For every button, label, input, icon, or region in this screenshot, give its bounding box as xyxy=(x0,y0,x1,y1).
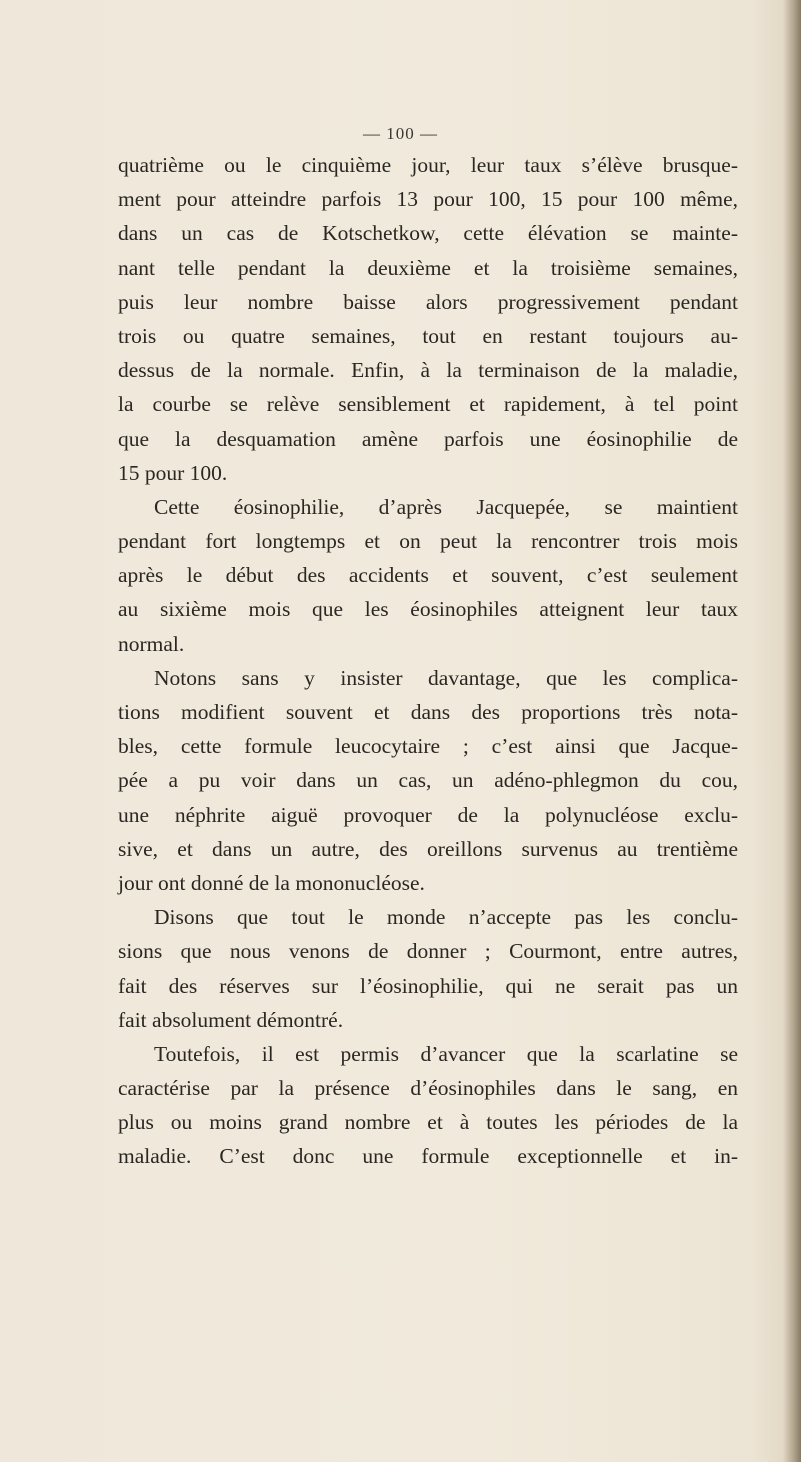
paragraph-4 xyxy=(118,900,738,1037)
paragraph-3 xyxy=(118,661,738,900)
text-line: sive, et dans un autre, des oreillons survenus au trentième xyxy=(118,836,738,861)
text-line: nant telle pendant la deuxième et la troisième semaines, xyxy=(118,255,738,280)
text-line: quatrième ou le cinquième jour, leur taux s’élève brusque- xyxy=(118,153,738,177)
text-line: pée a pu voir dans un cas, un adéno-phlegmon du cou, xyxy=(118,768,738,793)
text-line: Notons sans y insister davantage, que les complica- xyxy=(154,665,738,690)
text-line: au sixième mois que les éosinophiles atteignent leur taux xyxy=(118,597,738,622)
text-line: normal. xyxy=(118,631,185,656)
text-line: après le début des accidents et souvent, c’est seulement xyxy=(118,563,738,588)
page-edge-shadow xyxy=(783,0,801,1462)
text-line: plus ou moins grand nombre et à toutes les périodes de la xyxy=(118,1110,738,1135)
text-line: Disons que tout le monde n’accepte pas les conclu- xyxy=(154,905,738,930)
text-line: la courbe se relève sensiblement et rapidement, à tel point xyxy=(118,392,738,417)
text-line: ment pour atteindre parfois 13 pour 100, 15 pour 100 même, xyxy=(118,187,738,212)
text-line: jour ont donné de la mononucléose. xyxy=(118,870,425,895)
text-line: une néphrite aiguë provoquer de la polynucléose exclu- xyxy=(118,802,738,827)
body-text xyxy=(118,148,738,1174)
text-line: sions que nous venons de donner ; Courmont, entre autres, xyxy=(118,939,738,964)
text-line: caractérise par la présence d’éosinophiles dans le sang, en xyxy=(118,1076,738,1101)
paragraph-1 xyxy=(118,148,738,490)
text-line: maladie. C’est donc une formule exceptionnelle et in- xyxy=(118,1144,738,1169)
text-line: dans un cas de Kotschetkow, cette élévation se mainte- xyxy=(118,221,738,246)
text-line: tions modifient souvent et dans des proportions très nota- xyxy=(118,700,738,724)
page-number: — 100 — xyxy=(363,124,438,143)
text-line: fait absolument démontré. xyxy=(118,1007,344,1032)
text-line: dessus de la normale. Enfin, à la terminaison de la maladie, xyxy=(118,358,738,383)
text-line: puis leur nombre baisse alors progressivement pendant xyxy=(118,289,738,314)
text-line: Cette éosinophilie, d’après Jacquepée, se maintient xyxy=(154,494,738,519)
text-line: 15 pour 100. xyxy=(118,460,228,485)
text-line: que la desquamation amène parfois une éosinophilie de xyxy=(118,426,738,451)
paragraph-2 xyxy=(118,490,738,661)
text-line: Toutefois, il est permis d’avancer que la scarlatine se xyxy=(154,1041,738,1066)
text-line: trois ou quatre semaines, tout en restant toujours au- xyxy=(118,323,738,348)
text-line: pendant fort longtemps et on peut la rencontrer trois mois xyxy=(118,529,738,554)
text-line: bles, cette formule leucocytaire ; c’est ainsi que Jacque- xyxy=(118,734,738,759)
paragraph-5 xyxy=(118,1037,738,1174)
text-line: fait des réserves sur l’éosinophilie, qui ne serait pas un xyxy=(118,973,738,998)
